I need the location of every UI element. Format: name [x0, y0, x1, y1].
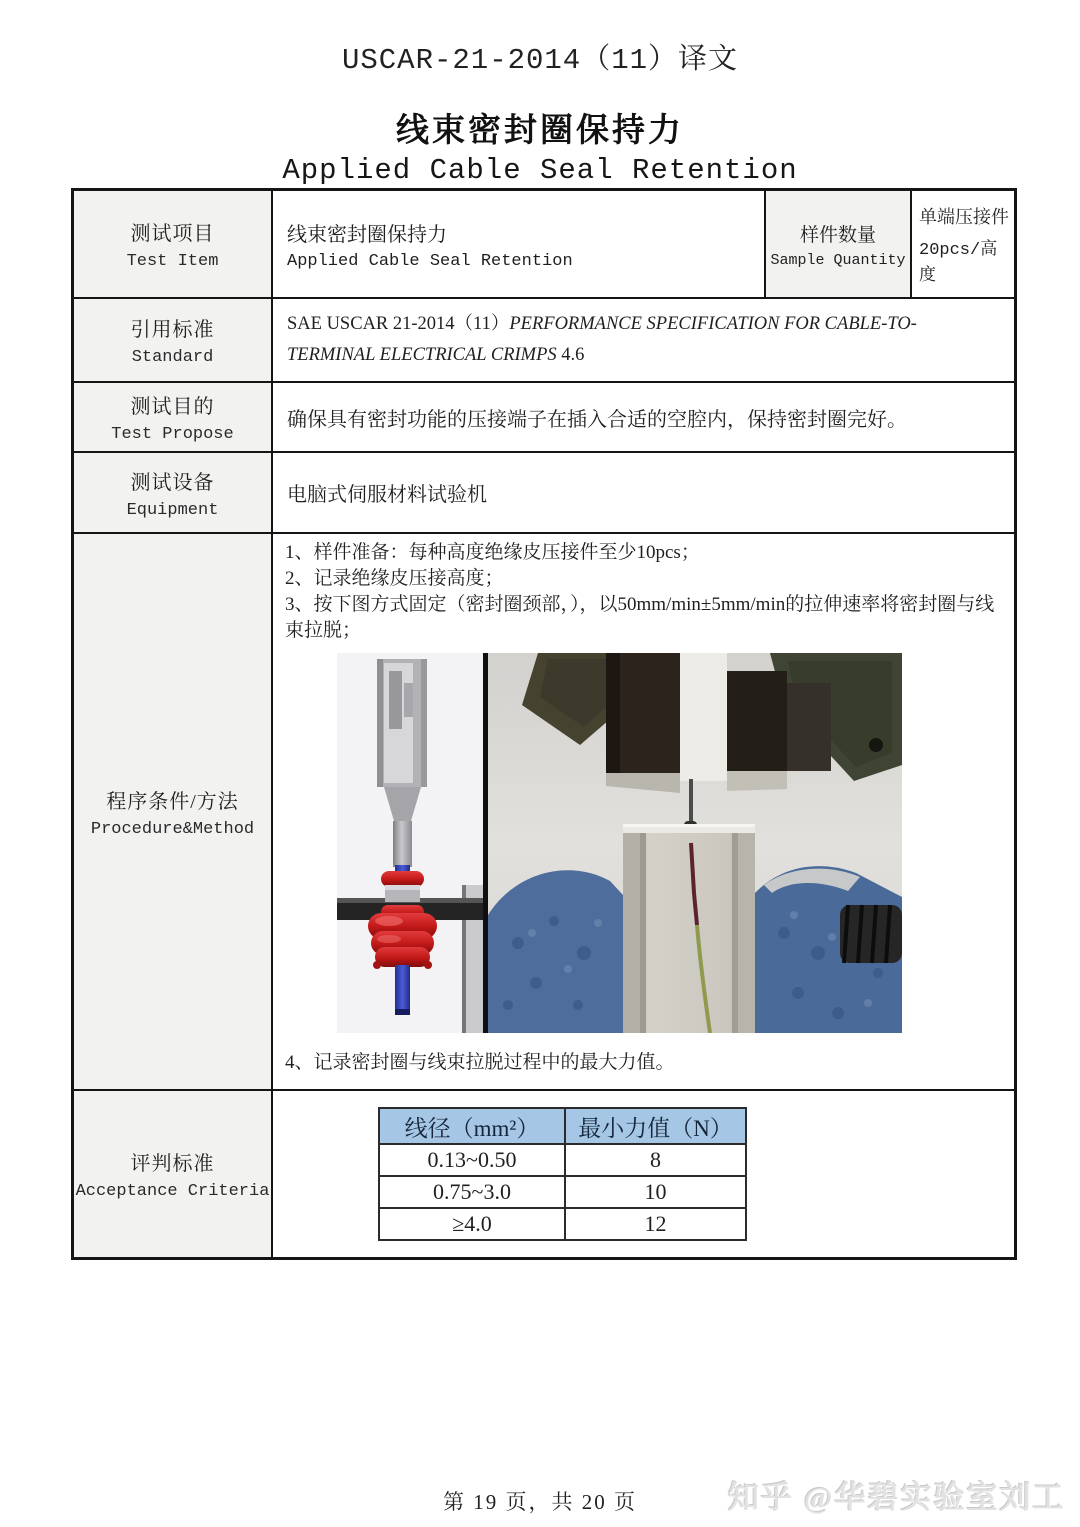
criteria-header-min-force: 最小力值（N） [565, 1108, 746, 1144]
procedure-label-en: Procedure&Method [90, 819, 255, 839]
procedure-value-cell [273, 534, 1014, 1089]
criteria-row-1 [379, 1144, 746, 1176]
criteria-wire-size-1: 0.13~0.50 [379, 1144, 565, 1176]
sample-quantity-label-en: Sample Quantity [770, 251, 906, 269]
procedure-figure [337, 653, 1002, 1033]
purpose-value-cell: 确保具有密封功能的压接端子在插入合适的空腔内，保持密封圈完好。 [273, 383, 1014, 451]
standard-clause: 4.6 [561, 345, 585, 365]
purpose-label-cell [74, 383, 273, 451]
document-header [0, 0, 1080, 187]
acceptance-label-cell [74, 1091, 273, 1257]
page-number: 第 19 页，共 20 页 [443, 1490, 637, 1514]
criteria-min-force-3: 12 [565, 1208, 746, 1240]
test-item-label-cell [74, 191, 273, 297]
purpose-label-en: Test Propose [111, 425, 234, 444]
aluminum-channel [623, 824, 755, 1033]
criteria-row-3 [379, 1208, 746, 1240]
acceptance-label-zh: 评判标准 [130, 1153, 215, 1175]
sample-quantity-label-cell [764, 191, 910, 297]
sample-quantity-value-line2: 20pcs/高度 [919, 240, 998, 286]
procedure-step-2: 2、记录绝缘皮压接高度； [285, 568, 504, 589]
acceptance-label-en: Acceptance Criteria [75, 1182, 270, 1201]
seal-bellows [368, 905, 437, 969]
sample-quantity-label-zh: 样件数量 [799, 224, 876, 246]
row-test-item [74, 191, 1014, 297]
procedure-steps [285, 540, 1002, 644]
procedure-label-zh: 程序条件/方法 [106, 790, 239, 813]
equipment-label-zh: 测试设备 [130, 471, 215, 494]
crimp-barrel [393, 821, 412, 867]
criteria-min-force-2: 10 [565, 1176, 746, 1208]
standard-value-cell [273, 299, 1014, 381]
test-item-value-en: Applied Cable Seal Retention [287, 251, 573, 271]
test-item-label-en: Test Item [126, 252, 219, 271]
acceptance-value-cell [273, 1091, 1014, 1257]
procedure-step-1: 1、样件准备：每种高度绝缘皮压接件至少10pcs； [285, 542, 700, 563]
spec-table [71, 188, 1017, 1260]
equipment-label-cell [74, 453, 273, 532]
acceptance-criteria-table [378, 1107, 747, 1241]
standard-label-en: Standard [131, 348, 214, 367]
criteria-header-wire-size: 线径（mm²） [379, 1108, 565, 1144]
row-equipment [74, 451, 1014, 532]
standard-label-zh: 引用标准 [130, 319, 215, 341]
page-title-zh: 线束密封圈保持力 [396, 113, 684, 149]
procedure-label-cell [74, 534, 273, 1089]
sample-quantity-value-line1: 单端压接件 [919, 206, 1009, 227]
equipment-label-en: Equipment [126, 500, 219, 520]
standard-prefix: SAE USCAR 21-2014（11） [287, 314, 510, 335]
test-item-value-zh: 线束密封圈保持力 [287, 223, 447, 246]
criteria-wire-size-3: ≥4.0 [379, 1208, 565, 1240]
test-item-value-cell [273, 191, 764, 297]
row-test-purpose [74, 381, 1014, 451]
test-item-label-zh: 测试项目 [130, 223, 215, 245]
watermark: 知乎 @华碧实验室刘工 [728, 1480, 1066, 1515]
criteria-min-force-1: 8 [565, 1144, 746, 1176]
page-title-en: Applied Cable Seal Retention [282, 154, 798, 187]
cad-seal-illustration [337, 653, 483, 1033]
standard-value-text [287, 309, 1000, 370]
threaded-rod [840, 905, 902, 963]
standard-label-cell [74, 299, 273, 381]
row-standard [74, 297, 1014, 381]
purpose-label-zh: 测试目的 [130, 396, 215, 418]
equipment-value-cell: 电脑式伺服材料试验机 [273, 453, 1014, 532]
seal-upper-cap [381, 871, 424, 902]
lower-wire [395, 965, 410, 1015]
procedure-step-3: 3、按下图方式固定（密封圈颈部，），以50mm/min±5mm/min的拉伸速率将密封圈与线束拉脱； [285, 594, 995, 641]
criteria-wire-size-2: 0.75~3.0 [379, 1176, 565, 1208]
doc-title: USCAR-21-2014（11）译文 [341, 44, 739, 77]
tensile-test-photo [483, 653, 902, 1033]
sample-quantity-value-cell [910, 191, 1014, 297]
row-acceptance-criteria [74, 1089, 1014, 1257]
criteria-row-2 [379, 1176, 746, 1208]
row-procedure [74, 532, 1014, 1089]
procedure-step-4: 4、记录密封圈与线束拉脱过程中的最大力值。 [285, 1052, 675, 1073]
criteria-header-row [379, 1108, 746, 1144]
standard-spec-title: PERFORMANCE SPECIFICATION FOR CABLE-TO-TERMINAL ELECTRICAL CRIMPS [287, 314, 917, 365]
